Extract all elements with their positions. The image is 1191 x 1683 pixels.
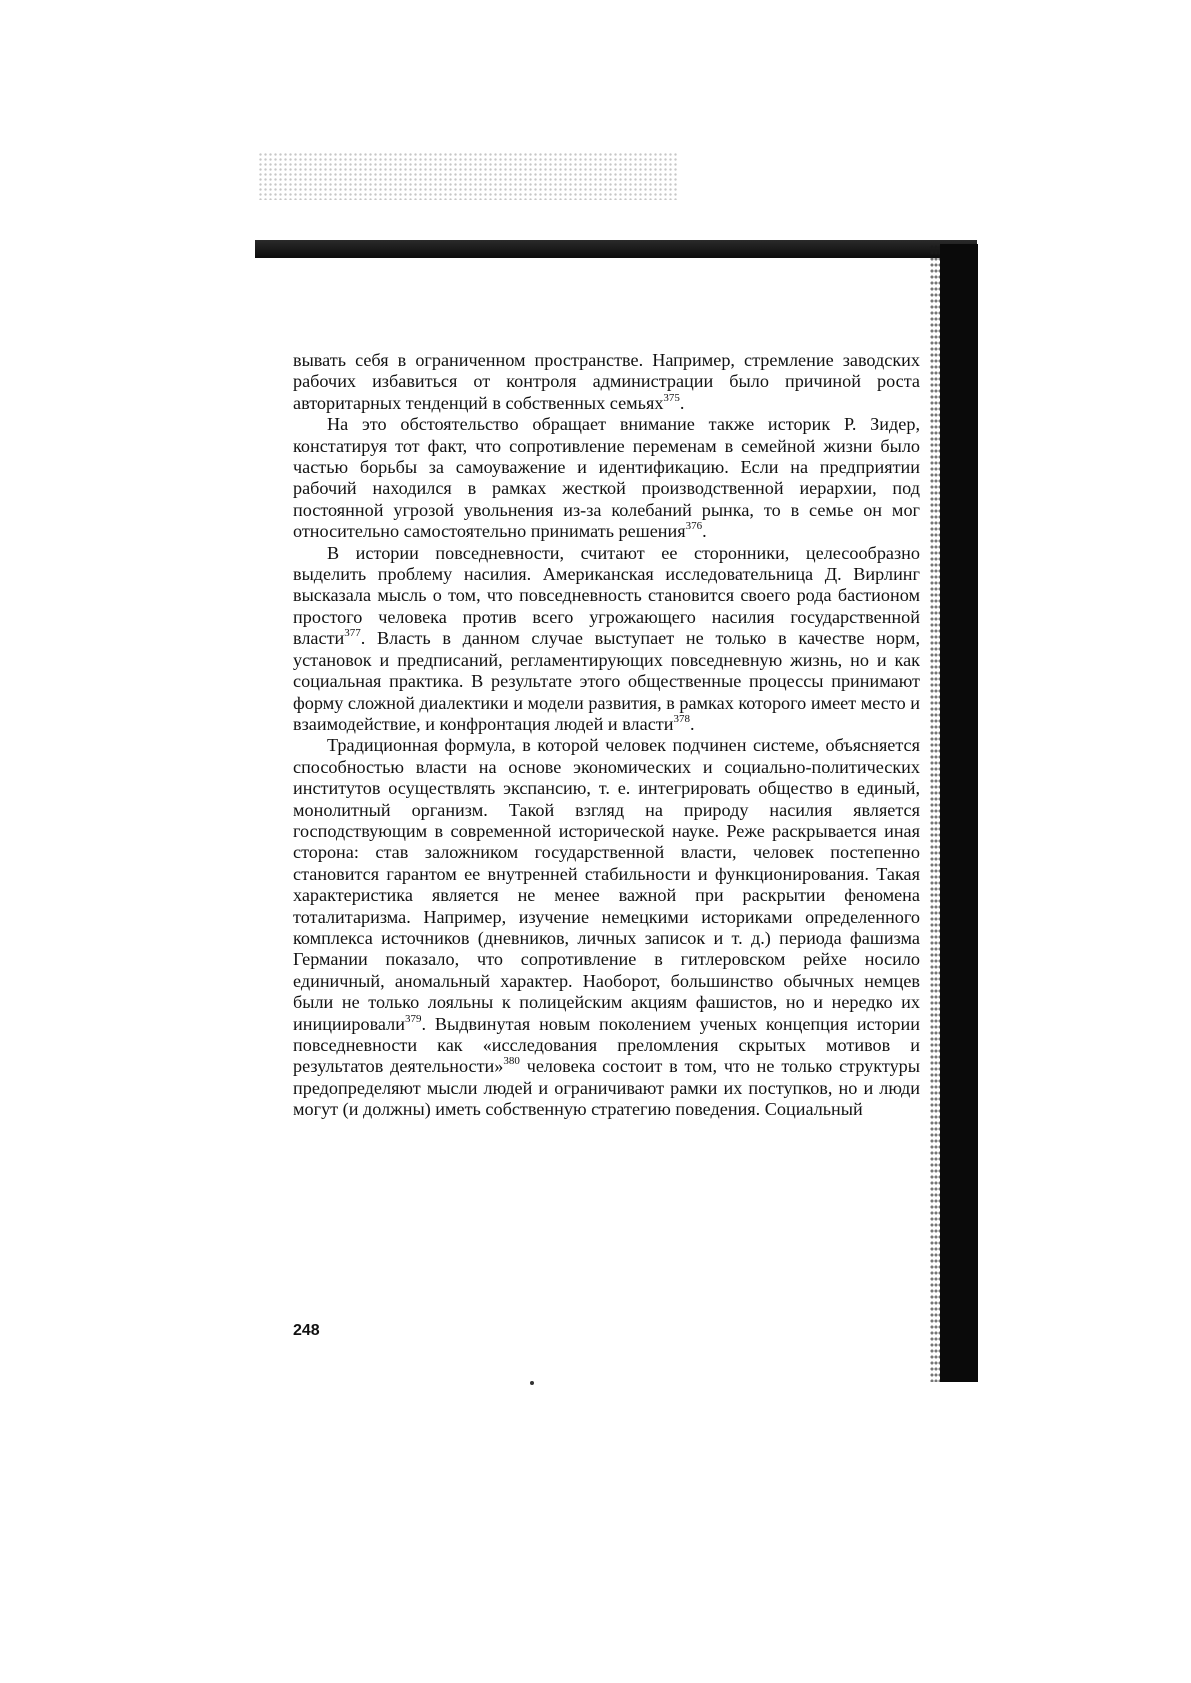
footnote-ref-379: 379 xyxy=(404,1012,422,1025)
scan-top-border xyxy=(255,240,977,258)
page-body xyxy=(293,350,920,1121)
footnote-ref-378: 378 xyxy=(673,712,690,725)
scan-noise-header xyxy=(258,152,678,200)
paragraph-2: На это обстоятельство обращает внимание также историк Р. Зидер, констатируя тот факт, что сопротивление переменам в семейной жизни было частью борьбы за самоуважение и идентификацию. Если на предприятии рабочий находился в рамках жесткой производственной иерархии, под постоянной угрозой увольнения из-за колебаний рынка, то в семье он мог относительно самостоятельно принимать решения$^{376}$. xyxy=(293,414,920,542)
paragraph-3: В истории повседневности, считают ее сторонники, целесообразно выделить проблему насилия. Американская исследовательница Д. Вирлинг высказала мысль о том, что повседневность становится своего рода бастионом простого человека против всего угрожающего насилия государственной власти$^{377}$. Власть в данном случае выступает не только в качестве норм, установок и предписаний, регламентирующих повседневную жизнь, но и как социальная практика. В результате этого общественные процессы принимают форму сложной диалектики и модели развития, в рамках которого имеет место и взаимодействие, и конфронтация людей и власти$^{378}$. xyxy=(293,542,920,734)
paragraph-1: вывать себя в ограниченном пространстве. Например, стремление заводских рабочих избавиться от контроля администрации было причиной роста авторитарных тенденций в собственных семьях$^{375}$. xyxy=(293,350,920,413)
footnote-ref-380: 380 xyxy=(503,1055,520,1068)
page-number: 248 xyxy=(293,1322,320,1339)
paragraph-4: Традиционная формула, в которой человек подчинен системе, объясняется способностью власти на основе экономических и социально-политических институтов осуществлять экспансию, т. е. интегрировать общество в единый, монолитный организм. Такой взгляд на природу насилия является господствующим в современной исторической науке. Реже раскрывается иная сторона: став заложником государственной власти, человек постепенно становится гарантом ее внутренней стабильности и функционирования. Такая характеристика является не менее важной при раскрытии феномена тоталитаризма. Например, изучение немецкими историками определенного комплекса источников (дневников, личных записок и т. д.) периода фашизма Германии показало, что сопротивление в гитлеровском рейхе носило единичный, аномальный характер. Наоборот, большинство обычных немцев были не только лояльны к полицейским акциям фашистов, но и нередко их инициировали$^{379}$. Выдвинутая новым поколением ученых концепция истории повседневности как «исследования преломления скрытых мотивов и результатов деятельности»$^{380}$ человека состоит в том, что не только структуры предопределяют мысли людей и ограничивают рамки их поступков, но и люди могут (и должны) иметь собственную стратегию поведения. Социальный xyxy=(293,735,920,1120)
footnote-ref-375: 375 xyxy=(663,391,680,404)
scan-right-border xyxy=(940,244,978,1382)
scan-dot-mark xyxy=(530,1381,534,1385)
footnote-ref-377: 377 xyxy=(344,627,361,640)
footnote-ref-376: 376 xyxy=(685,520,703,533)
